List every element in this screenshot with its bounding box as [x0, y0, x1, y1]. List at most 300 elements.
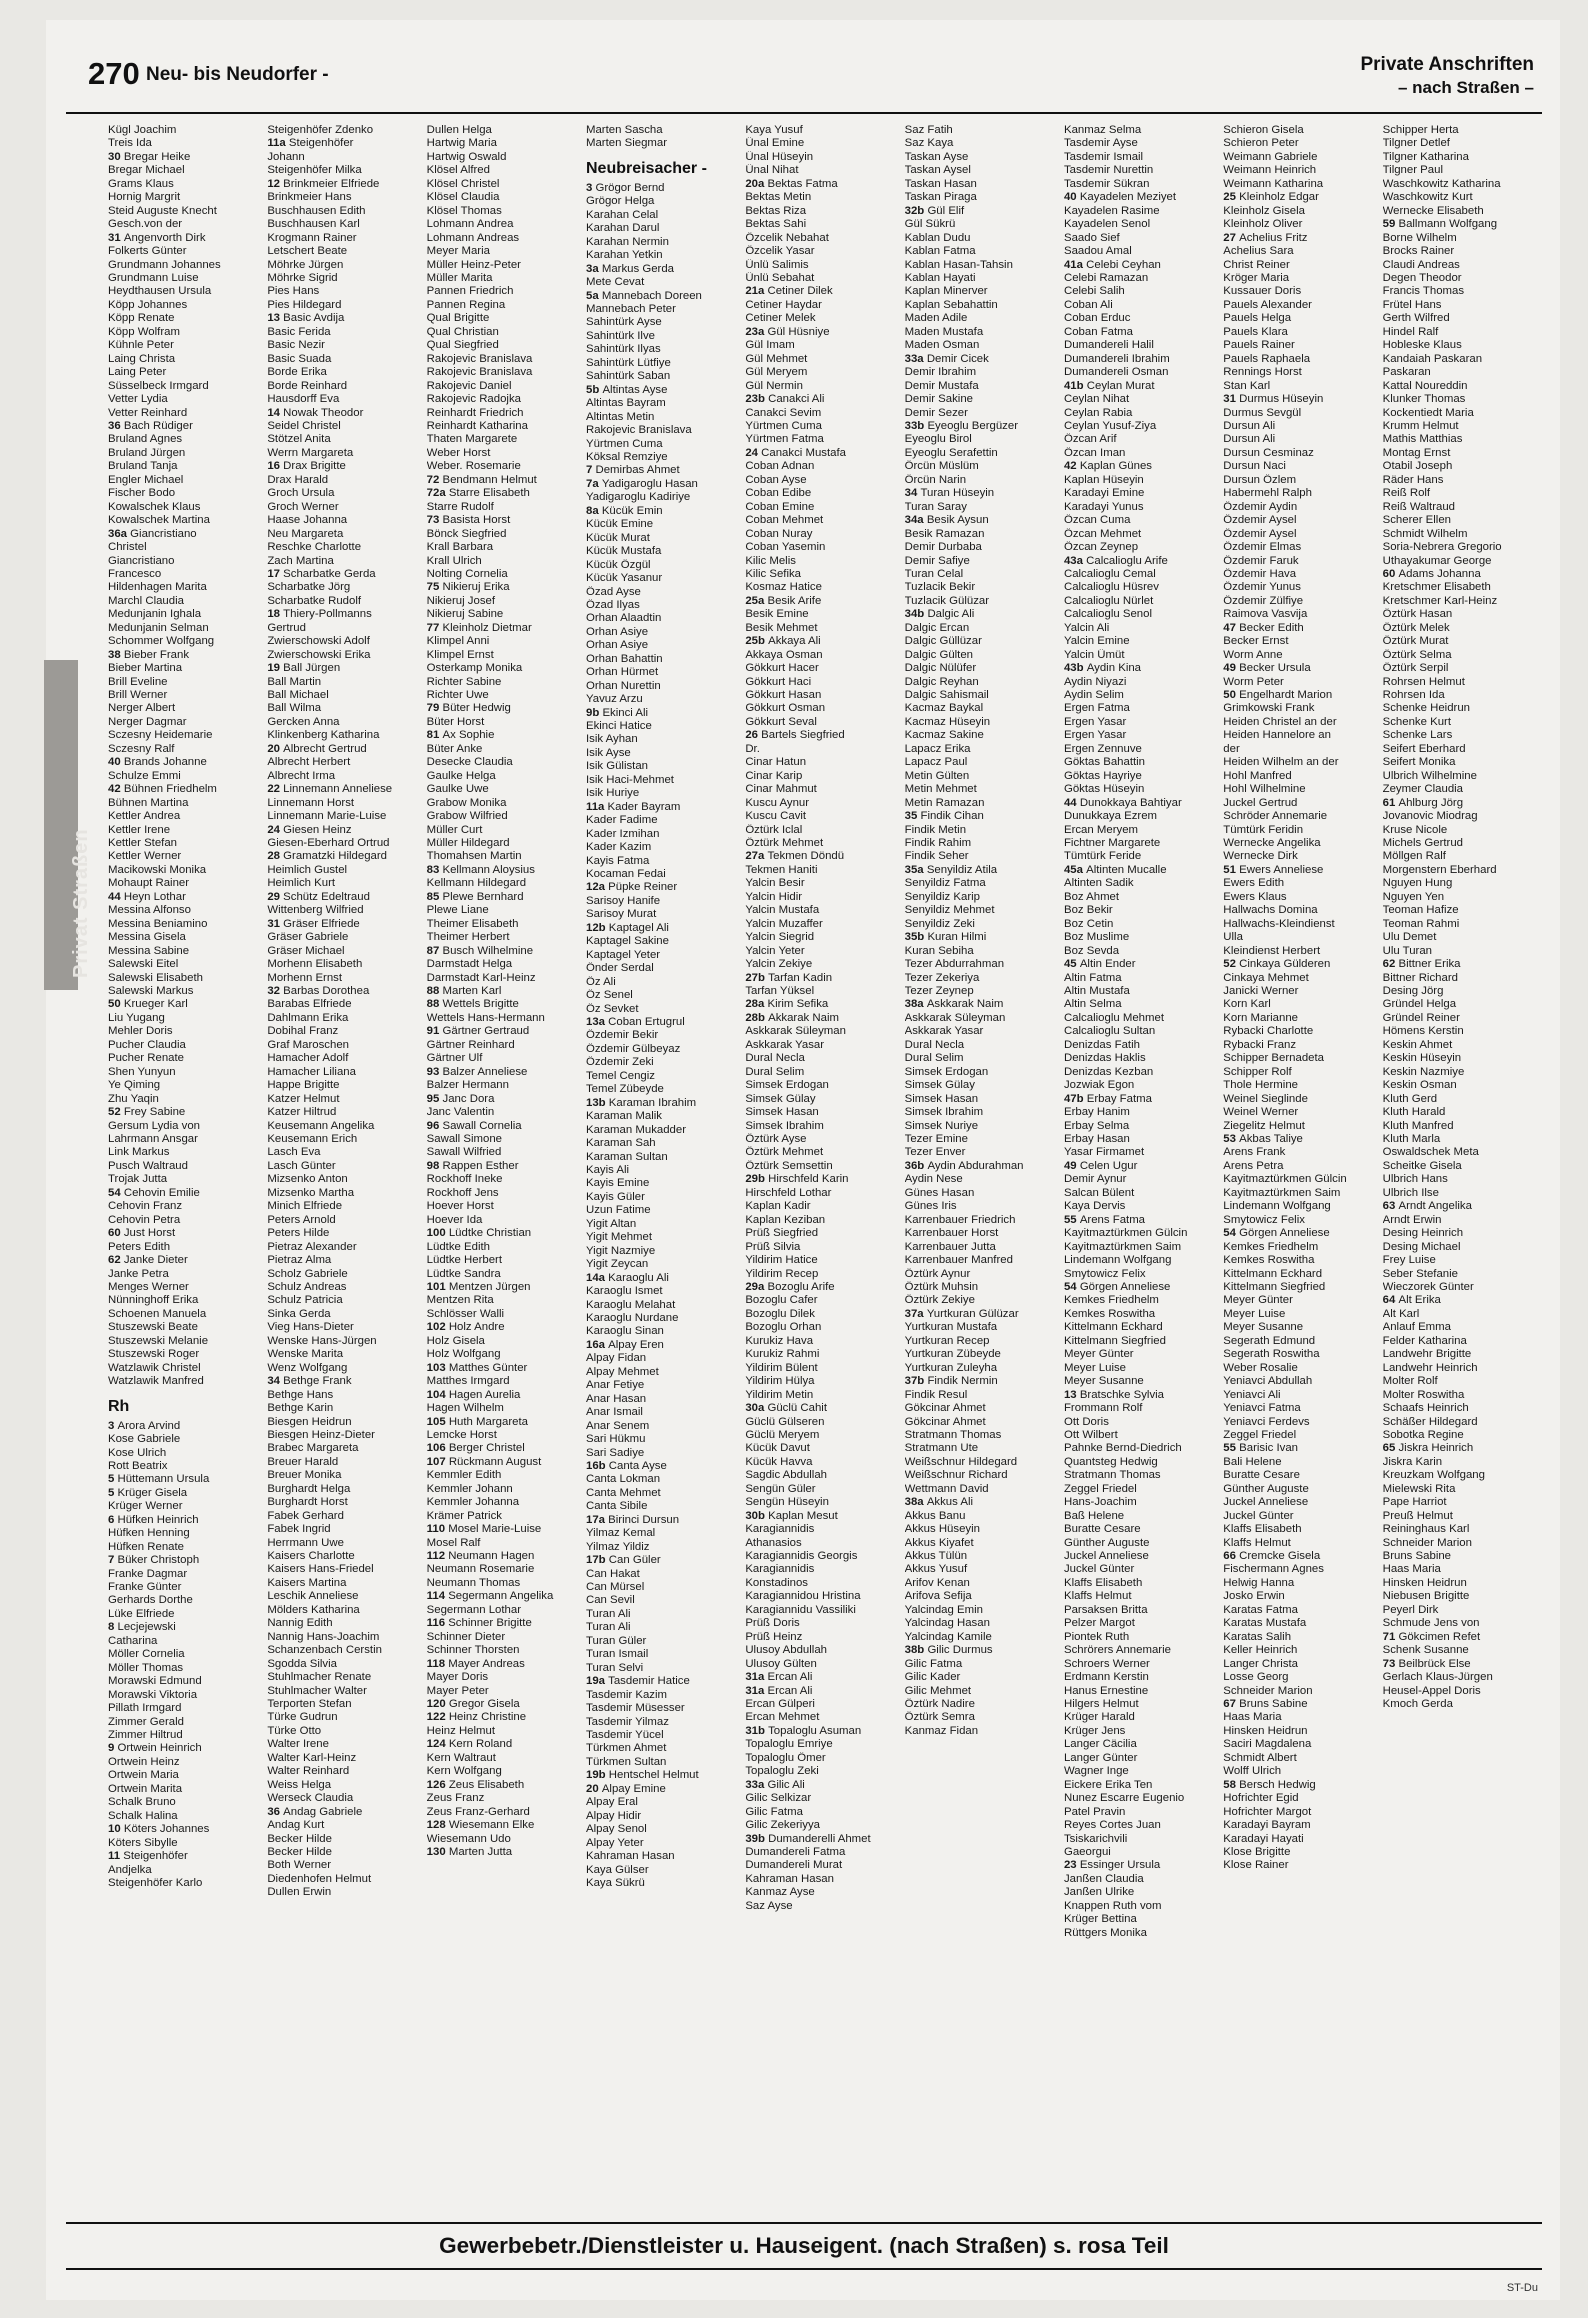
directory-entry: Findik Rahim [904, 837, 972, 850]
page-number: 270 [88, 56, 140, 91]
directory-column [1383, 124, 1542, 2204]
directory-entry: Yurtkuran Zübeyde [904, 1348, 1001, 1361]
directory-entry: Gül Sükrü [904, 218, 956, 231]
directory-entry: Yürtmen Cuma [745, 419, 822, 432]
directory-entry: Gärtner Ulf [426, 1052, 483, 1065]
directory-entry: Degen Theodor [1382, 271, 1462, 284]
directory-entry: Räder Hans [1382, 473, 1444, 486]
directory-entry: Salewski Eitel [108, 958, 179, 971]
directory-entry: Kocaman Fedai [585, 868, 666, 881]
directory-entry: Bozoglu Cafer [745, 1294, 818, 1307]
directory-entry: Yalcin Yeter [745, 944, 805, 957]
directory-entry: Kluth Harald [1382, 1106, 1446, 1119]
directory-entry: Dumandereli Ibrahim [1063, 352, 1170, 365]
directory-entry: Orhan Hürmet [585, 666, 659, 679]
directory-entry: Dursun Ali [1223, 433, 1276, 446]
directory-entry: Dr. [745, 742, 760, 755]
directory-entry: Özdemir Yunus [1223, 581, 1301, 594]
directory-entry: Salcan Bülent [1063, 1186, 1135, 1199]
directory-entry: Öztürk Ayse [745, 1132, 807, 1145]
directory-entry: 30 Bregar Heike [108, 150, 191, 163]
directory-entry: Arens Petra [1223, 1159, 1284, 1172]
directory-entry: Pahnke Bernd-Diedrich [1063, 1442, 1182, 1455]
directory-entry: Alpay Yeter [585, 1836, 644, 1849]
directory-entry: Nguyen Yen [1382, 890, 1445, 903]
directory-entry: 7 Büker Christoph [108, 1554, 200, 1567]
directory-entry: Sari Sadiye [585, 1446, 645, 1459]
directory-entry: Kahraman Hasan [585, 1850, 675, 1863]
directory-entry: Anlauf Emma [1382, 1321, 1451, 1334]
directory-entry: Dalgic Ercan [904, 621, 970, 634]
directory-entry: Langer Günter [1063, 1751, 1138, 1764]
directory-entry: Parsaksen Britta [1063, 1603, 1148, 1616]
directory-entry: Frey Luise [1382, 1254, 1436, 1267]
directory-entry: Sawall Wilfried [426, 1146, 502, 1159]
directory-entry: Hofrichter Egid [1223, 1792, 1299, 1805]
directory-entry: Peters Edith [108, 1240, 171, 1253]
directory-entry: 28 Gramatzki Hildegard [267, 850, 387, 863]
directory-entry: Karahan Darul [585, 222, 660, 235]
directory-entry: Kacmaz Sakine [904, 729, 984, 742]
directory-entry: 72a Starre Elisabeth [426, 487, 530, 500]
directory-entry: 96 Sawall Cornelia [426, 1119, 522, 1132]
directory-entry: Werrn Margareta [267, 446, 354, 459]
directory-entry: Taskan Ayse [904, 150, 969, 163]
directory-entry: Kacmaz Baykal [904, 702, 984, 715]
directory-entry: Nerger Albert [108, 702, 176, 715]
directory-entry: Gül Imam [745, 339, 795, 352]
directory-entry: Haas Maria [1382, 1563, 1441, 1576]
directory-entry: Buschhausen Karl [267, 218, 360, 231]
directory-entry: Akkus Banu [904, 1509, 966, 1522]
directory-entry: Özcelik Yasar [745, 245, 815, 258]
directory-entry: Korn Marianne [1223, 1011, 1299, 1024]
directory-entry: Brocks Rainer [1382, 245, 1455, 258]
directory-entry: Kaplan Kadir [745, 1200, 811, 1213]
directory-entry: Klösel Claudia [426, 191, 500, 204]
directory-entry: Pucher Renate [108, 1052, 184, 1065]
directory-entry: Buratte Cesare [1223, 1469, 1300, 1482]
directory-entry: Hornig Margrit [108, 191, 181, 204]
directory-entry: Cinar Mahmut [745, 783, 817, 796]
directory-entry: Kettler Andrea [108, 810, 181, 823]
directory-entry: Cehovin Franz [108, 1200, 183, 1213]
directory-entry: Saz Fatih [904, 124, 953, 136]
directory-entry: Sagdic Abdullah [745, 1469, 828, 1482]
directory-entry: Kuran Sebiha [904, 944, 974, 957]
directory-entry: Kuscu Aynur [745, 796, 810, 809]
directory-entry: Scharbatke Rudolf [267, 594, 362, 607]
directory-entry: Zeus Franz-Gerhard [426, 1805, 530, 1818]
directory-entry: 11 Steigenhöfer [108, 1850, 188, 1863]
directory-entry: Yeniavci Ferdevs [1223, 1415, 1310, 1428]
directory-entry: Canta Lokman [585, 1473, 661, 1486]
directory-entry: 24 Giesen Heinz [267, 823, 352, 836]
directory-entry: 22 Linnemann Anneliese [267, 783, 393, 796]
directory-entry: Kaplan Hüseyin [1063, 473, 1144, 486]
directory-entry: Pape Harriot [1382, 1496, 1447, 1509]
directory-entry: Cetiner Melek [745, 312, 816, 325]
directory-entry: Habermehl Ralph [1223, 487, 1312, 500]
directory-entry: Tarfan Yüksel [745, 985, 815, 997]
directory-entry: Basic Suada [267, 352, 332, 365]
directory-entry: Senyildiz Fatma [904, 877, 986, 890]
directory-entry: Tasdemir Nurettin [1063, 164, 1154, 177]
directory-entry: Ortwein Maria [108, 1769, 179, 1782]
directory-entry: Ulbrich Ilse [1382, 1186, 1439, 1199]
directory-entry: Ercan Mehmet [745, 1711, 820, 1724]
directory-entry: Krumm Helmut [1382, 419, 1459, 432]
directory-entry: Dursun Naci [1223, 460, 1286, 473]
directory-entry: Karadayi Hayati [1223, 1832, 1304, 1845]
directory-entry: 29 Schütz Edeltraud [267, 890, 370, 903]
directory-entry: Kanmaz Ayse [745, 1886, 815, 1899]
directory-entry: Michels Gertrud [1382, 837, 1464, 850]
directory-entry: 23 Essinger Ursula [1063, 1859, 1161, 1872]
directory-entry: Klose Brigitte [1223, 1846, 1291, 1858]
directory-entry: Holz Gisela [426, 1334, 485, 1347]
directory-entry: Weinel Sieglinde [1223, 1092, 1308, 1105]
directory-entry: Brill Werner [108, 689, 168, 702]
directory-entry: Schrörers Annemarie [1063, 1644, 1171, 1657]
directory-entry: Zeus Franz [426, 1792, 485, 1805]
directory-entry: 32b Gül Elif [904, 204, 965, 217]
directory-entry: Anar Hasan [585, 1392, 647, 1405]
directory-entry: Simsek Hasan [745, 1106, 819, 1119]
directory-entry: Peyerl Dirk [1382, 1603, 1439, 1616]
directory-entry: 102 Holz Andre [426, 1321, 505, 1334]
directory-entry: 88 Marten Karl [426, 985, 502, 997]
directory-entry: Calcalioglu Senol [1063, 608, 1152, 621]
directory-entry: 17 Scharbatke Gerda [267, 567, 376, 580]
directory-entry: Lüdtke Sandra [426, 1267, 501, 1280]
directory-entry: Pies Hildegard [267, 298, 342, 311]
directory-entry: Alt Karl [1382, 1307, 1420, 1320]
directory-entry: Kablan Dudu [904, 231, 971, 244]
directory-entry: 32 Barbas Dorothea [267, 985, 370, 997]
directory-entry: Rüttgers Monika [1063, 1926, 1147, 1939]
directory-entry: Dursun Özlem [1223, 473, 1297, 486]
directory-entry: Isik Huriye [585, 787, 640, 800]
directory-entry: Cehovin Petra [108, 1213, 181, 1226]
directory-entry: Kemkes Roswitha [1063, 1307, 1156, 1320]
directory-entry: 13b Karaman Ibrahim [585, 1096, 697, 1109]
directory-entry: Klösel Christel [426, 177, 500, 190]
directory-entry: Rakojevic Branislava [585, 424, 692, 437]
directory-entry: Hilgers Helmut [1063, 1698, 1139, 1711]
directory-entry: Gökkurt Hasan [745, 689, 822, 702]
directory-entry: Tezer Emine [904, 1132, 968, 1145]
directory-entry: 40 Kayadelen Meziyet [1063, 191, 1177, 204]
directory-entry: Bruland Jürgen [108, 446, 186, 459]
directory-entry: 37a Yurtkuran Gülüzar [904, 1307, 1019, 1320]
directory-entry: Askkarak Yasar [745, 1038, 825, 1051]
directory-entry: Möller Cornelia [108, 1648, 185, 1661]
directory-entry: 104 Hagen Aurelia [426, 1388, 521, 1401]
directory-entry: Ye Qiming [108, 1079, 161, 1092]
directory-entry: Becker Ernst [1223, 635, 1289, 648]
directory-entry: Coban Mehmet [745, 514, 824, 527]
directory-entry: Fabek Gerhard [267, 1509, 344, 1522]
directory-entry: Dobihal Franz [267, 1025, 339, 1038]
directory-entry: 5a Mannebach Doreen [585, 289, 702, 302]
directory-entry: Meyer Luise [1223, 1307, 1286, 1320]
directory-entry: 31a Ercan Ali [745, 1671, 813, 1684]
directory-entry: Kücük Havva [745, 1455, 813, 1468]
directory-entry: Hüfken Renate [108, 1540, 184, 1553]
directory-entry: Alpay Senol [585, 1823, 647, 1836]
directory-entry: Heiden Hannelore an [1223, 729, 1331, 742]
directory-entry: Öztürk Semsettin [745, 1159, 833, 1172]
directory-entry: Lemcke Horst [426, 1428, 497, 1441]
directory-entry: 54 Görgen Anneliese [1223, 1227, 1330, 1240]
directory-entry: Simsek Nuriye [904, 1119, 979, 1132]
directory-entry: Medunjanin Selman [108, 621, 209, 634]
directory-entry: Hildenhagen Marita [108, 581, 207, 594]
directory-entry: Coban Edibe [745, 487, 812, 500]
directory-entry: Mete Cevat [585, 276, 645, 289]
directory-entry: 43a Calcalioglu Arife [1063, 554, 1168, 567]
directory-entry: Lindemann Wolfgang [1223, 1200, 1331, 1213]
directory-entry: Öztürk Mehmet [745, 837, 824, 850]
directory-entry: Akkus Kiyafet [904, 1536, 974, 1549]
directory-entry: Dalgic Nülüfer [904, 662, 977, 675]
directory-entry: 13 Bratschke Sylvia [1063, 1388, 1165, 1401]
directory-entry: Yalcin Muzaffer [745, 917, 823, 930]
directory-entry: Türkmen Sultan [585, 1755, 667, 1768]
directory-entry: Yalcindag Kamile [904, 1630, 992, 1643]
directory-entry: Hüfken Henning [108, 1527, 190, 1540]
directory-entry: Scholz Gabriele [267, 1267, 348, 1280]
directory-entry: Aydin Nese [904, 1173, 963, 1186]
directory-entry: Wenske Hans-Jürgen [267, 1334, 377, 1347]
directory-entry: Wittenberg Wilfried [267, 904, 364, 917]
directory-entry: Wernecke Elisabeth [1382, 204, 1484, 217]
directory-entry: Lasch Eva [267, 1146, 321, 1159]
directory-entry: Messina Gisela [108, 931, 186, 944]
directory-entry: Ott Doris [1063, 1415, 1109, 1428]
directory-entry: Anar Senem [585, 1419, 650, 1432]
directory-entry: Schlösser Walli [426, 1307, 505, 1320]
directory-entry: Fischer Bodo [108, 487, 176, 500]
directory-entry: Tekmen Haniti [745, 863, 818, 876]
directory-entry: Kluth Manfred [1382, 1119, 1454, 1132]
directory-entry: Kussauer Doris [1223, 285, 1302, 298]
directory-entry: Möllgen Ralf [1382, 850, 1446, 863]
directory-entry: Ortwein Heinz [108, 1755, 180, 1768]
directory-entry: Güclü Meryem [745, 1428, 820, 1441]
page-sheet [46, 20, 1560, 2300]
directory-entry: 58 Bersch Hedwig [1223, 1778, 1316, 1791]
directory-entry: Jiskra Karin [1382, 1455, 1443, 1468]
directory-entry: 11a Steigenhöfer [267, 137, 354, 150]
directory-entry: Besik Ramazan [904, 527, 985, 540]
directory-entry: Yalcin Hidir [745, 890, 803, 903]
directory-entry: Alpay Eral [585, 1796, 638, 1809]
directory-entry: Krall Ulrich [426, 554, 482, 567]
directory-entry: Kader Kazim [585, 841, 652, 854]
directory-entry: Mölders Katharina [267, 1603, 360, 1616]
directory-entry: Link Markus [108, 1146, 170, 1159]
directory-entry: Hohl Manfred [1223, 769, 1292, 782]
directory-entry: Tezer Enver [904, 1146, 966, 1159]
directory-entry: Tezer Zeynep [904, 985, 974, 997]
directory-entry: Neumann Rosemarie [426, 1563, 535, 1576]
directory-entry: Janßen Ulrike [1063, 1886, 1135, 1899]
directory-entry: Karaoglu Sinan [585, 1325, 664, 1338]
directory-entry: Lüdtke Herbert [426, 1254, 503, 1267]
directory-entry: Vieg Hans-Dieter [267, 1321, 354, 1334]
directory-entry: Holz Wolfgang [426, 1348, 501, 1361]
directory-entry: Müller Marita [426, 271, 493, 284]
directory-entry: 77 Kleinholz Dietmar [426, 621, 532, 634]
directory-entry: Diedenhofen Helmut [267, 1872, 372, 1885]
directory-entry: Morawski Edmund [108, 1675, 202, 1688]
directory-entry: Nolting Cornelia [426, 567, 508, 580]
directory-entry: Karatas Salih [1223, 1630, 1292, 1643]
directory-entry: Kaplan Sebahattin [904, 298, 998, 311]
directory-entry: 17a Birinci Dursun [585, 1513, 680, 1526]
directory-entry: Erbay Hanim [1063, 1106, 1130, 1119]
directory-entry: Dursun Cesminaz [1223, 446, 1314, 459]
directory-entry: Tezer Zekeriya [904, 971, 980, 984]
directory-entry: Yurtkuran Mustafa [904, 1321, 998, 1334]
directory-entry: Wettels Hans-Hermann [426, 1011, 545, 1024]
directory-entry: Quantsteg Hedwig [1063, 1455, 1158, 1468]
directory-entry: Günes Hasan [904, 1186, 975, 1199]
directory-entry: Kemmler Johanna [426, 1496, 520, 1509]
directory-entry: Gilic Selkizar [745, 1792, 812, 1805]
directory-entry: Karrenbauer Jutta [904, 1240, 996, 1253]
directory-entry: 5 Krüger Gisela [108, 1486, 188, 1499]
directory-entry: Yildirim Metin [745, 1388, 814, 1401]
directory-entry: Ünlü Salimis [745, 258, 809, 271]
directory-entry: Boz Cetin [1063, 917, 1114, 930]
directory-entry: Öztürk Melek [1382, 621, 1450, 634]
directory-entry: Schalk Halina [108, 1809, 178, 1822]
directory-entry: Becker Hilde [267, 1832, 332, 1845]
directory-entry: 33a Demir Cicek [904, 352, 989, 365]
directory-entry: Christel [108, 541, 147, 554]
directory-entry: Heusel-Appel Doris [1382, 1684, 1481, 1697]
directory-entry: 27b Tarfan Kadin [745, 971, 833, 984]
directory-entry: Weißschnur Hildegard [904, 1455, 1018, 1468]
directory-entry: 21a Cetiner Dilek [745, 285, 833, 298]
directory-entry: Gül Nermin [745, 379, 803, 392]
directory-entry: 47 Becker Edith [1223, 621, 1304, 634]
directory-entry: Dalgic Güllüzar [904, 635, 982, 648]
directory-entry: Vetter Lydia [108, 393, 168, 406]
directory-entry: Arifov Kenan [904, 1576, 970, 1589]
directory-entry: Heiden Christel an der [1223, 715, 1337, 728]
directory-entry: 34a Besik Aysun [904, 514, 989, 527]
directory-entry: Mayer Doris [426, 1671, 489, 1684]
directory-entry: Paskaran [1382, 366, 1431, 379]
directory-entry: Wieczorek Günter [1382, 1280, 1474, 1293]
directory-entry: Kaya Sükrü [585, 1877, 645, 1889]
directory-entry: Janßen Claudia [1063, 1872, 1144, 1885]
directory-entry: Pauels Helga [1223, 312, 1292, 325]
directory-entry: Turan Selvi [585, 1661, 644, 1674]
directory-entry: Borne Wilhelm [1382, 231, 1457, 244]
directory-columns [108, 124, 1542, 2204]
directory-entry: Kittelmann Siegfried [1223, 1280, 1326, 1293]
directory-entry: Kittelmann Eckhard [1063, 1321, 1163, 1334]
directory-entry: Dalgic Gülten [904, 648, 974, 661]
directory-entry: Matthes Irmgard [426, 1375, 510, 1388]
directory-entry: Kayadelen Rasime [1063, 204, 1160, 217]
directory-entry: Simsek Erdogan [904, 1065, 989, 1078]
directory-entry: Metin Ramazan [904, 796, 985, 809]
directory-entry: Ceylan Yusuf-Ziya [1063, 419, 1157, 432]
directory-entry: Orhan Asiye [585, 625, 649, 638]
directory-column [1223, 124, 1382, 2204]
running-head: Neu- bis Neudorfer - [146, 64, 329, 85]
directory-entry: Köters Sibylle [108, 1836, 178, 1849]
directory-entry: Kowalschek Klaus [108, 500, 201, 513]
directory-entry: Sczesny Ralf [108, 742, 175, 755]
directory-entry: Kücük Emine [585, 518, 654, 531]
directory-entry: Turan Saray [904, 500, 967, 513]
directory-entry: Hofrichter Margot [1223, 1805, 1312, 1818]
directory-entry: Ünlü Sebahat [745, 271, 815, 284]
directory-entry: Knappen Ruth vom [1063, 1899, 1162, 1912]
directory-entry: Richter Uwe [426, 689, 489, 702]
directory-entry: Seifert Monika [1382, 756, 1456, 769]
directory-entry: Hobleske Klaus [1382, 339, 1462, 352]
directory-entry: Gräser Michael [267, 944, 345, 957]
directory-entry: Barabas Elfriede [267, 998, 352, 1011]
directory-entry: Segerath Roswitha [1223, 1348, 1320, 1361]
directory-entry: Krüger Werner [108, 1500, 183, 1513]
directory-entry: 98 Rappen Esther [426, 1159, 519, 1172]
directory-entry: Altin Fatma [1063, 971, 1122, 984]
directory-entry: Özcelik Nebahat [745, 231, 829, 244]
directory-entry: Karrenbauer Friedrich [904, 1213, 1016, 1226]
directory-entry: Demir Mustafa [904, 379, 979, 392]
directory-entry: Stratmann Ute [904, 1442, 979, 1455]
directory-entry: Özdemir Aysel [1223, 527, 1297, 540]
directory-entry: Rakojevic Daniel [426, 379, 512, 392]
directory-entry: Demir Durbaba [904, 541, 982, 554]
directory-entry: Kaptagel Sakine [585, 935, 669, 948]
directory-entry: Yurtkuran Recep [904, 1334, 990, 1347]
directory-entry: Stuhlmacher Renate [267, 1671, 372, 1684]
directory-entry: Molter Rolf [1382, 1375, 1438, 1388]
directory-entry: Wernecke Angelika [1223, 837, 1321, 850]
directory-entry: Karadayi Yunus [1063, 500, 1144, 513]
directory-entry: Karagiannidu Vassiliki [745, 1603, 856, 1616]
directory-entry: Gercken Anna [267, 715, 340, 728]
directory-entry: Hoever Ida [426, 1213, 483, 1226]
directory-entry: Yilmaz Kemal [585, 1527, 656, 1540]
directory-entry: Wettmann David [904, 1482, 989, 1495]
directory-entry: Yigit Zeycan [585, 1258, 649, 1271]
directory-entry: Reininghaus Karl [1382, 1523, 1470, 1536]
directory-entry: 40 Brands Johanne [108, 756, 207, 769]
directory-entry: 62 Janke Dieter [108, 1254, 188, 1267]
directory-entry: Schenke Heidrun [1382, 702, 1471, 715]
directory-entry: Isik Ayhan [585, 733, 638, 746]
directory-entry: Özdemir Bekir [585, 1029, 659, 1042]
directory-entry: Karahan Yetkin [585, 249, 663, 262]
directory-entry: Soria-Nebrera Gregorio [1382, 541, 1502, 554]
directory-entry: Dural Selim [904, 1052, 964, 1065]
directory-entry: Desing Heinrich [1382, 1227, 1464, 1240]
directory-entry: Kellmann Hildegard [426, 877, 527, 890]
directory-entry: Karahan Nermin [585, 235, 669, 248]
directory-entry: Altin Selma [1063, 998, 1122, 1011]
